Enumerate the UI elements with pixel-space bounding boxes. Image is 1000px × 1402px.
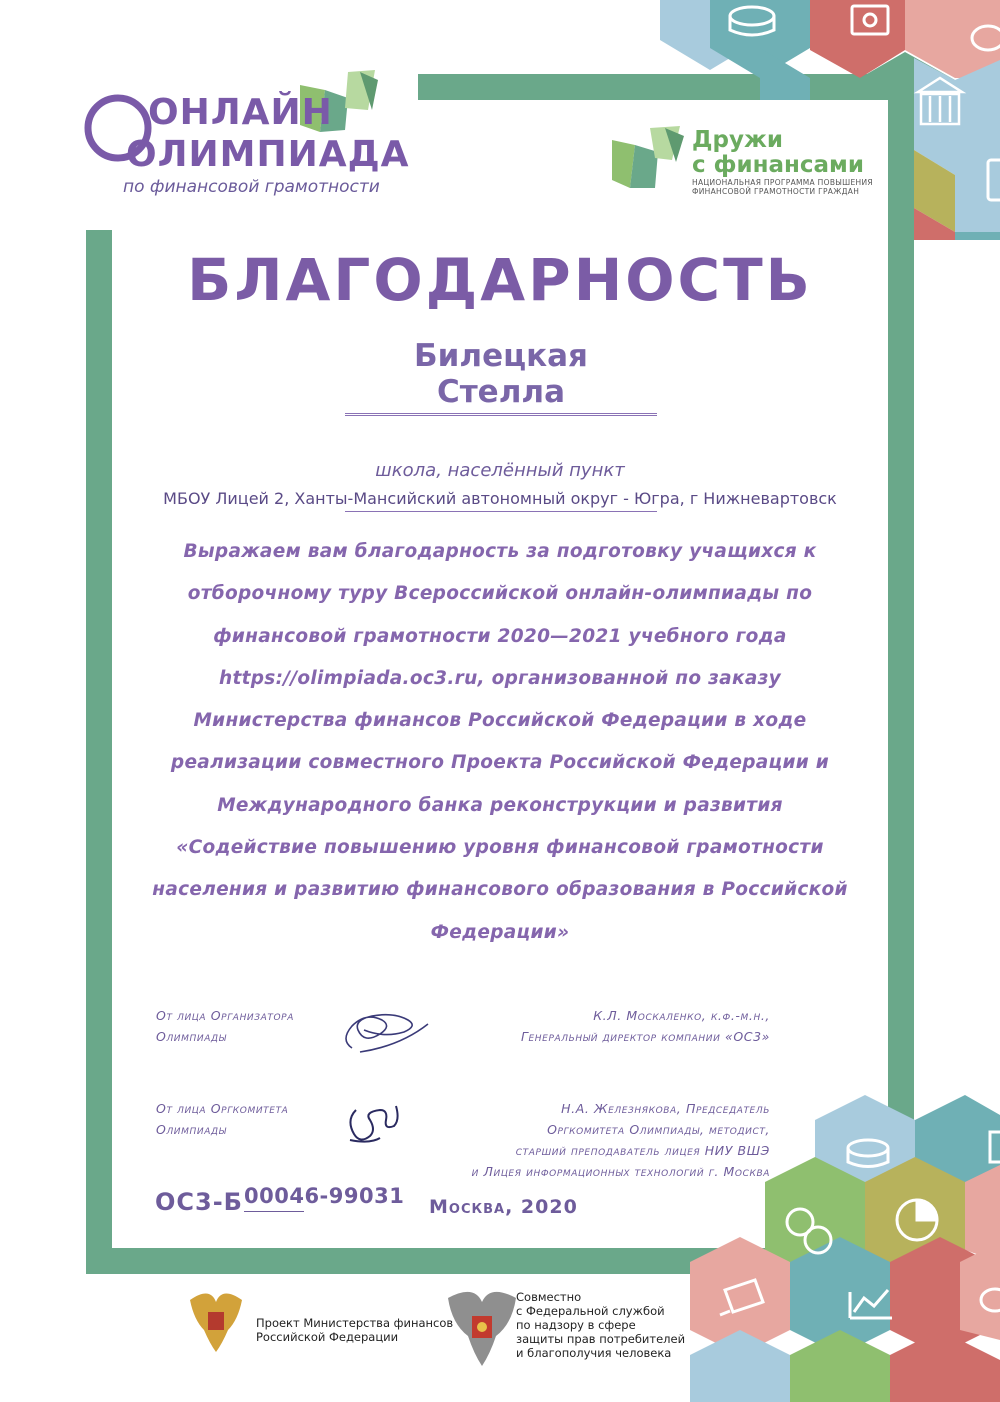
body-line: отборочному туру Всероссийской онлайн-олимпиады по bbox=[187, 583, 813, 605]
footer-line: Проект Министерства финансов bbox=[256, 1316, 454, 1330]
body-line: Министерства финансов Российской Федерации в ходе bbox=[193, 710, 807, 732]
sig-line: старший преподаватель лицея НИУ ВШЭ bbox=[515, 1143, 770, 1158]
body-line: «Содействие повышению уровня финансовой грамотности bbox=[176, 837, 824, 859]
druzhi-logo-line1: Дружи bbox=[692, 127, 783, 153]
school-value: МБОУ Лицей 2, Ханты-Мансийский автономный округ - Югра, г Нижневартовск bbox=[163, 489, 837, 508]
origami-dog-icon bbox=[612, 126, 684, 188]
druzhi-logo-subtitle bbox=[692, 178, 873, 196]
sig-line: Олимпиады bbox=[156, 1122, 227, 1137]
organizer-label bbox=[156, 1005, 294, 1047]
druzhi-logo-line2: с финансами bbox=[692, 152, 864, 178]
body-line: Федерации» bbox=[430, 921, 570, 943]
signature-icon bbox=[350, 1106, 398, 1142]
footer-line: и благополучия человека bbox=[516, 1346, 672, 1360]
footer-line: Совместно bbox=[516, 1290, 582, 1304]
body-line: Международного банка реконструкции и развития bbox=[217, 794, 783, 816]
blank-line bbox=[345, 415, 657, 416]
sig-line: Генеральный директор компании «ОС3» bbox=[520, 1029, 770, 1044]
serial-prefix: ОС3-Б bbox=[155, 1188, 243, 1216]
body-line: https://olimpiada.oc3.ru, организованной по заказу bbox=[218, 667, 782, 689]
sig-line: От лица Организатора bbox=[156, 1008, 294, 1023]
school-label: школа, населённый пункт bbox=[375, 460, 625, 481]
olympiad-logo-line1: ОНЛАЙН bbox=[148, 92, 333, 133]
city-year: Москва, 2020 bbox=[429, 1196, 578, 1218]
druzhi-logo-sub2: ФИНАНСОВОЙ ГРАМОТНОСТИ ГРАЖДАН bbox=[692, 187, 860, 196]
recipient-name: Билецкая Стелла bbox=[345, 338, 657, 414]
serial-number: 00046-99031 bbox=[244, 1184, 405, 1208]
sig-line: От лица Оргкомитета bbox=[156, 1101, 289, 1116]
coat-of-arms-icon bbox=[190, 1293, 242, 1352]
footer-rospotreb bbox=[516, 1290, 685, 1360]
body-line: Выражаем вам благодарность за подготовку учащихся к bbox=[183, 541, 817, 562]
serial-underline bbox=[244, 1211, 304, 1212]
coat-of-arms-icon bbox=[448, 1292, 516, 1366]
signature-icon bbox=[346, 1015, 428, 1052]
druzhi-logo-title bbox=[692, 128, 864, 178]
footer-line: Российской Федерации bbox=[256, 1330, 399, 1344]
sig-line: Н.А. Железнякова, Председатель bbox=[561, 1101, 770, 1116]
olympiad-logo-line2: ОЛИМПИАДА bbox=[126, 134, 410, 175]
sig-line: и Лицея информационных технологий г. Москва bbox=[471, 1164, 770, 1179]
document-title: БЛАГОДАРНОСТЬ bbox=[187, 246, 813, 314]
acknowledgement-text bbox=[130, 531, 870, 954]
body-line: населения и развитию финансового образования в Российской bbox=[152, 879, 848, 901]
committee-label bbox=[156, 1098, 288, 1140]
body-line: финансовой грамотности 2020—2021 учебного года bbox=[213, 625, 787, 647]
footer-line: защиты прав потребителей bbox=[516, 1332, 686, 1346]
footer-line: с Федеральной службой bbox=[516, 1304, 665, 1318]
sig-line: К.Л. Москаленко, к.ф.-м.н., bbox=[593, 1008, 770, 1023]
organizer-signatory bbox=[440, 1005, 770, 1047]
sig-line: Олимпиады bbox=[156, 1029, 227, 1044]
sig-line: Оргкомитета Олимпиады, методист, bbox=[547, 1122, 770, 1137]
olympiad-logo-subtitle: по финансовой грамотности bbox=[123, 177, 380, 197]
druzhi-logo-sub1: НАЦИОНАЛЬНАЯ ПРОГРАММА ПОВЫШЕНИЯ bbox=[692, 178, 873, 187]
footer-minfin bbox=[256, 1316, 453, 1344]
school-underline bbox=[345, 511, 657, 512]
committee-signatory bbox=[400, 1098, 770, 1182]
body-line: реализации совместного Проекта Российской Федерации и bbox=[170, 752, 830, 774]
footer-line: по надзору в сфере bbox=[516, 1318, 636, 1332]
